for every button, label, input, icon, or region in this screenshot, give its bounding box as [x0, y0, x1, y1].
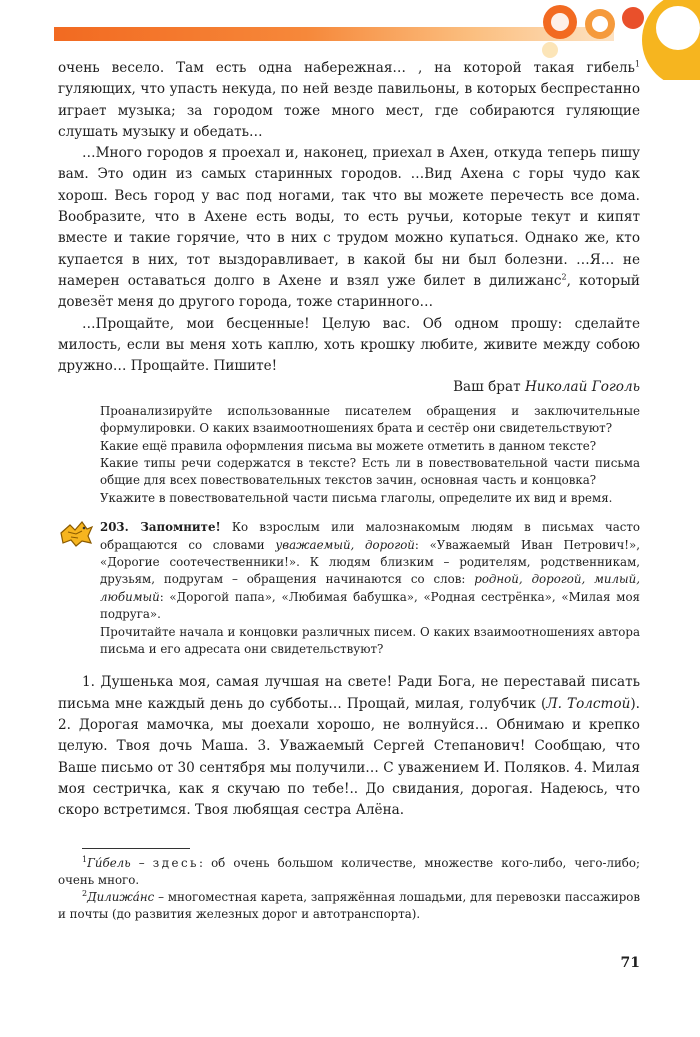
exercise-rule: 203. Запомните! Ко взрослым или малознакомым людям в письмах часто обращаются со словами уважаемый, дорогой: «Уважаемый Иван Петрович!», «Дорогие соотечественники!». К людям близким – родителям, родственникам, друзьям, подругам – обращения начинаются со слов: родной, дорогой, милый, любимый: «Дорогой папа», «Любимая бабушка», «Родная сестрёнка», «Милая моя подруга».: [100, 520, 641, 622]
exercise-body: [100, 519, 640, 658]
page-number: 71: [620, 955, 640, 971]
paragraph-intro: очень весело. Там есть одна набережная… , на которой такая гибель$^1$ гуляющих, что упасть некуда, по ней везде павильоны, в которых беспрестанно играет музыка; за городом тоже много мест, где собираются гуляющие слушать музыку и обедать…: [58, 59, 640, 140]
page-content: [58, 58, 640, 923]
paragraph-aachen: …Много городов я проехал и, наконец, приехал в Ахен, откуда теперь пишу вам. Это один из самых старинных городов. …Вид Ахена с горы чудо как хорош. Весь город у вас под ногами, так что вы можете перечесть все дома. Вообразите, что в Ахене есть воды, то есть ручьи, которые текут и кипят вместе и такие горячие, что в них с трудом можно купаться. Однако же, кто купается в них, тот выздоравливает, в какой бы ни был болезни. …Я… не намерен оставаться долго в Ахене и взял уже билет в дилижанс$^2$, который довезёт меня до другого города, тоже старинного…: [58, 145, 640, 311]
footnote-divider: [82, 848, 190, 849]
circle-white-cut: [656, 6, 700, 50]
task-question: Проанализируйте использованные писателем обращения и заключительные формулировки. О каких взаимоотношениях брата и сестёр они свидетельствуют?: [100, 403, 640, 436]
header-orange-bar: [54, 27, 614, 41]
remember-bird-icon: [58, 519, 94, 549]
footnote-2: $^2$Дилижа́нс – многоместная карета, запряжённая лошадьми, для перевозки пассажиров и почты (до развития железных дорог и автотранспорта).: [58, 888, 640, 921]
letter-examples: 1. Душенька моя, самая лучшая на свете! Ради Бога, не переставай писать письма мне каждый день до субботы… Прощай, милая, голубчик (Л. Толстой). 2. Дорогая мамочка, мы доехали хорошо, не волнуйся… Обнимаю и крепко целую. Твоя дочь Маша. 3. Уважаемый Сергей Степанович! Сообщаю, что Ваше письмо от 30 сентября мы получили… С уважением И. Поляков. 4. Милая моя сестричка, как я скучаю по тебе!.. До свидания, дорогая. Надеюсь, что скоро встретимся. Твоя любящая сестра Алёна.: [58, 674, 640, 819]
footnote-1: $^1$Ги́бель – здесь: об очень большом количестве, множестве кого-либо, чего-либо; очень много.: [58, 854, 640, 887]
circle-pale: [542, 42, 558, 58]
task-question: Какие ещё правила оформления письма вы можете отметить в данном тексте?: [100, 438, 597, 453]
signature: Ваш брат Николай Гоголь: [453, 379, 640, 396]
exercise-question: Прочитайте начала и концовки различных писем. О каких взаимоотношениях автора письма и его адресата они свидетельствуют?: [100, 624, 640, 657]
circle-red-small: [622, 7, 644, 29]
task-questions: [100, 403, 640, 507]
task-question: Укажите в повествовательной части письма глаголы, определите их вид и время.: [100, 490, 613, 505]
exercise-203: [58, 519, 640, 658]
paragraph-farewell: …Прощайте, мои бесценные! Целую вас. Об одном прошу: сделайте милость, если вы меня хоть каплю, хоть крошку любите, живите между собою дружно… Прощайте. Пишите!: [58, 315, 640, 375]
circle-yellow-big: [642, 0, 700, 80]
task-question: Какие типы речи содержатся в тексте? Есть ли в повествовательной части письма общие для всех повествовательных текстов зачин, основная часть и концовка?: [100, 455, 640, 488]
